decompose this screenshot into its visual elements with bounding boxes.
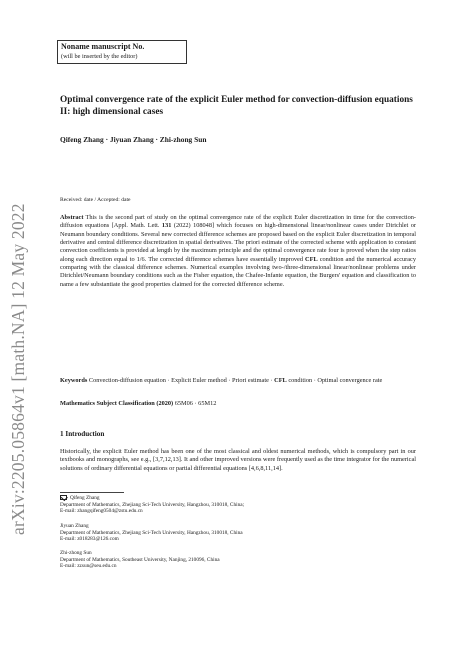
abstract-text-part2: (2022) 108048] which focuses on high-dimensional linear/nonlinear cases under Dirichlet or Neumann boundary conditions. Several new corrected difference schemes are proposed based on the explicit Euler discretization in temporal derivative and central difference discretization in spatial derivatives. The priori estimate of the corrected scheme with application to constant convection coefficients is provided at length by the maximum principle and the optimal convergence rate four is proved when the step ratios along each direction equal to 1/6. The corrected difference schemes have essentially improved — [60, 222, 416, 263]
manuscript-number-label: Noname manuscript No. — [61, 42, 145, 51]
envelope-icon — [60, 495, 67, 500]
keywords-label: Keywords — [60, 377, 88, 384]
keywords-text-part1: Convection-diffusion equation · Explicit Euler method · Priori estimate · — [88, 377, 273, 384]
author-list: Qifeng Zhang · Jiyuan Zhang · Zhi-zhong Sun — [60, 135, 207, 144]
msc-codes: 65M06 · 65M12 — [174, 400, 217, 407]
affiliation-2-dept: Department of Mathematics, Zhejiang Sci-Tech University, Hangzhou, 310018, China — [60, 529, 243, 536]
abstract-text-part1: This is the second part of study on the optimal convergence rate of the explicit Euler discretization in time for the convection-diffusion equations [Appl. Math. Lett. — [60, 214, 416, 230]
affiliation-1-email: E-mail: zhangqifeng0504@zstu.edu.cn — [60, 508, 143, 515]
affiliation-2-name: Jiyuan Zhang — [60, 523, 89, 529]
section-heading-introduction: 1 Introduction — [60, 430, 105, 438]
abstract-volume: 131 — [161, 222, 172, 230]
keywords-cfl: CFL — [274, 377, 287, 384]
msc-label: Mathematics Subject Classification (2020) — [60, 400, 174, 407]
footnote-divider — [60, 492, 124, 493]
manuscript-number-note: (will be inserted by the editor) — [61, 53, 138, 60]
affiliation-1-name: Qifeng Zhang — [70, 495, 100, 501]
affiliation-1 — [60, 495, 420, 515]
keywords-text-part2: condition · Optimal convergence rate — [288, 377, 383, 384]
msc-classification — [60, 400, 416, 408]
introduction-paragraph: Historically, the explicit Euler method has been one of the most classical and oldest numerical methods, which is compulsory part in our textbooks and monographs, see e.g., [3,7,12,13]. It and other improved versions were frequently used as the time integrator for the numerical solutions of ordinary differential equations or partial differential equations [4,6,8,11,14]. — [60, 448, 416, 472]
affiliation-3-email: E-mail: zzsun@seu.edu.cn — [60, 563, 117, 570]
abstract-text-part3: condition and the numerical accuracy comparing with the classical difference schemes. Numerical examples involving two-/three-dimensional linear/nonlinear problems under Dirichlet/Neumann boundary conditions such as the Fisher equation, the Chafee-Infante equation, the Burgers' equation and classification to name a few substantiate the good properties claimed for the corrected difference scheme. — [60, 255, 416, 288]
affiliation-3-dept: Department of Mathematics, Southeast University, Nanjing, 210096, China — [60, 556, 220, 563]
affiliation-2-email: E-mail: z018283@126.com — [60, 536, 119, 543]
paper-title: Optimal convergence rate of the explicit Euler method for convection-diffusion equations II: high dimensional cases — [60, 95, 413, 118]
abstract-label: Abstract — [60, 214, 84, 221]
affiliation-3 — [60, 550, 420, 570]
abstract-cfl: CFL — [305, 255, 318, 263]
abstract — [60, 214, 416, 289]
manuscript-number-box — [57, 40, 187, 64]
received-accepted-dates: Received: date / Accepted: date — [60, 197, 131, 203]
affiliation-2 — [60, 523, 420, 543]
affiliation-1-dept: Department of Mathematics, Zhejiang Sci-Tech University, Hangzhou, 310018, China; — [60, 501, 245, 508]
arxiv-identifier-stamp: arXiv:2205.05864v1 [math.NA] 12 May 2022 — [8, 203, 28, 535]
keywords — [60, 377, 416, 385]
affiliation-3-name: Zhi-zhong Sun — [60, 550, 92, 556]
